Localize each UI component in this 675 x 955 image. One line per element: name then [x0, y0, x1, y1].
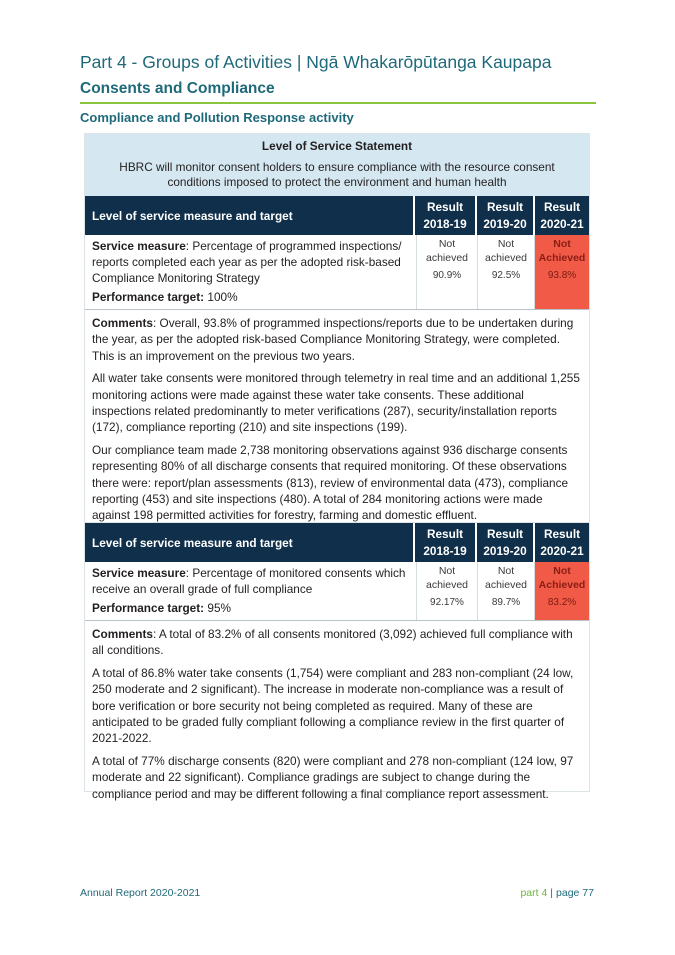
header-result-2020-21: [533, 523, 589, 562]
comment-paragraph: All water take consents were monitored through telemetry in real time and an additional 1,255 monitoring actions were made against these water take consents. These additional inspections related predominantly to meter verifications (287), security/installation reports (172), compliance reporting (210) and site inspections (199).: [92, 371, 580, 435]
result-status: Not: [438, 238, 456, 250]
table-header: [85, 523, 589, 562]
service-measure-card-2: [84, 522, 590, 801]
header-result-2019-20: [475, 196, 533, 235]
target-label: Performance target:: [92, 601, 205, 615]
header-result-label: Result: [543, 527, 581, 541]
footer-part: part 4: [520, 887, 548, 899]
result-status: achieved: [425, 252, 469, 264]
comments-section: [85, 310, 589, 536]
header-year: 2019-20: [483, 544, 527, 558]
measure-description: [85, 235, 416, 309]
result-value: 89.7%: [491, 597, 521, 608]
result-status: achieved: [484, 252, 528, 264]
activity-title: Compliance and Pollution Response activity: [80, 110, 354, 125]
header-year: 2020-21: [540, 217, 584, 231]
measure-row: [85, 562, 589, 621]
target-value: 100%: [204, 290, 238, 304]
result-status: Not: [438, 565, 456, 577]
measure-row: [85, 235, 589, 310]
header-year: 2019-20: [483, 217, 527, 231]
comment-text: : A total of 83.2% of all consents monitored (3,092) achieved full compliance with all conditions.: [92, 627, 573, 658]
level-of-service-statement: [85, 134, 589, 196]
comment-paragraph: [92, 626, 582, 659]
measure-label: Service measure: [92, 566, 186, 580]
target-value: 95%: [204, 601, 231, 615]
result-value: 92.5%: [491, 270, 521, 281]
result-2018-19: [416, 235, 477, 309]
comments-label: Comments: [92, 627, 153, 641]
header-result-2018-19: [413, 196, 475, 235]
result-status: Achieved: [538, 252, 586, 264]
result-value: 83.2%: [547, 597, 577, 608]
comment-paragraph: A total of 77% discharge consents (820) were compliant and 278 non-compliant (124 low, 97 moderate and 22 significant). Compliance gradings are subject to change during the compliance period and may be different following a final compliance report assessment.: [92, 754, 574, 801]
header-result-label: Result: [543, 200, 581, 214]
target-label: Performance target:: [92, 290, 205, 304]
comments-section: [85, 621, 589, 814]
comments-label: Comments: [92, 316, 153, 330]
header-result-2018-19: [413, 523, 475, 562]
footer-separator: |: [550, 887, 554, 899]
service-measure-card-1: [84, 133, 590, 537]
section-divider: [80, 102, 596, 104]
measure-description: [85, 562, 416, 620]
result-2018-19: [416, 562, 477, 620]
result-value: 93.8%: [547, 270, 577, 281]
result-status: Not: [497, 238, 515, 250]
result-2019-20: [477, 562, 534, 620]
result-2020-21-not-achieved: [534, 562, 589, 620]
result-status: Not: [553, 565, 571, 577]
measure-text: : Percentage of programmed inspections/ reports completed each year as per the adopted risk-based Compliance Monitoring Strategy: [92, 239, 402, 285]
footer-page-info: [520, 887, 594, 899]
comment-text: : Overall, 93.8% of programmed inspections/reports due to be undertaken during the year, as per the adopted risk-based Compliance Monitoring Strategy, were completed. This is an improvement on the previous two years.: [92, 316, 574, 363]
result-2020-21-not-achieved: [534, 235, 589, 309]
header-year: 2018-19: [423, 217, 467, 231]
result-status: Achieved: [538, 579, 586, 591]
result-value: 90.9%: [432, 270, 462, 281]
section-title: Consents and Compliance: [80, 80, 275, 97]
statement-title: Level of Service Statement: [261, 139, 413, 153]
comment-paragraph: A total of 86.8% water take consents (1,754) were compliant and 283 non-compliant (24 low, 250 moderate and 2 significant). The increase in moderate non-compliance was a result of bore verification or bore security not being completed as required. Many of these are anticipated to be graded fully compliant following a compliance review in the first quarter of 2021-2022.: [92, 666, 574, 746]
result-2019-20: [477, 235, 534, 309]
result-status: achieved: [484, 579, 528, 591]
measure-label: Service measure: [92, 239, 186, 253]
footer-report-title: Annual Report 2020-2021: [80, 887, 201, 899]
measure-text: : Percentage of monitored consents which receive an overall grade of full compliance: [92, 566, 406, 596]
header-result-2020-21: [533, 196, 589, 235]
comment-paragraph: Our compliance team made 2,738 monitoring observations against 936 discharge consents representing 80% of all discharge consents that required monitoring. Of these observations there were: report/plan assessments (813), review of environmental data (473), compliance reporting (453) and site inspections (480). A total of 284 monitoring actions were made against 198 permitted activities for forestry, farming and domestic effluent.: [92, 443, 569, 523]
header-year: 2018-19: [423, 544, 467, 558]
header-result-label: Result: [426, 527, 464, 541]
comment-paragraph: [92, 315, 582, 364]
header-measure: Level of service measure and target: [92, 208, 293, 223]
table-header: [85, 196, 589, 235]
header-result-label: Result: [426, 200, 464, 214]
result-status: Not: [553, 238, 571, 250]
statement-text: HBRC will monitor consent holders to ensure compliance with the resource consent conditions imposed to protect the environment and human health: [119, 160, 555, 189]
result-value: 92.17%: [430, 597, 464, 608]
result-status: achieved: [425, 579, 469, 591]
header-result-2019-20: [475, 523, 533, 562]
footer-page-number: page 77: [556, 887, 594, 899]
header-result-label: Result: [486, 200, 524, 214]
result-status: Not: [497, 565, 515, 577]
header-year: 2020-21: [540, 544, 584, 558]
header-measure: Level of service measure and target: [92, 535, 293, 550]
page-heading: Part 4 - Groups of Activities | Ngā Whakarōpūtanga Kaupapa: [80, 52, 552, 72]
header-result-label: Result: [486, 527, 524, 541]
